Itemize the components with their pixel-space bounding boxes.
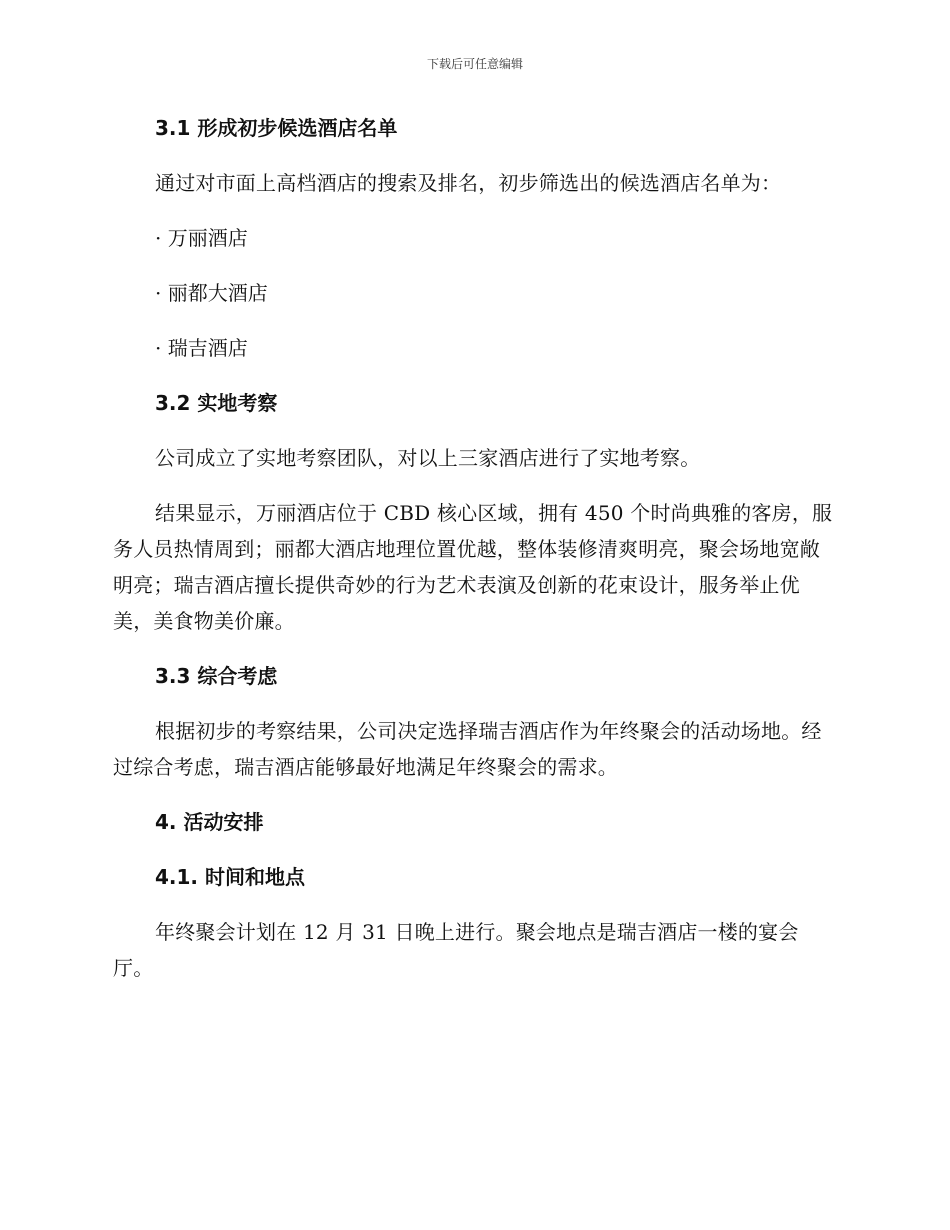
section-4-1-para: 年终聚会计划在 12 月 31 日晚上进行。聚会地点是瑞吉酒店一楼的宴会厅。 <box>113 920 799 980</box>
section-3-1-intro: 通过对市面上高档酒店的搜索及排名，初步筛选出的候选酒店名单为： <box>155 171 782 195</box>
hotel-list-item: · 丽都大酒店 <box>155 281 268 305</box>
section-3-2-para-2: 结果显示，万丽酒店位于 CBD 核心区域，拥有 450 个时尚典雅的客房，服务人员热情周到；丽都大酒店地理位置优越，整体装修清爽明亮，聚会场地宽敞明亮；瑞吉酒店擅长提供奇妙的行为艺术表演及创新的花束设计，服务举止优美，美食物美价廉。 <box>113 501 833 633</box>
section-heading-4: 4. 活动安排 <box>155 810 264 834</box>
hotel-list-item: · 万丽酒店 <box>155 226 248 250</box>
section-heading-3-2: 3.2 实地考察 <box>155 391 278 415</box>
section-heading-4-1: 4.1. 时间和地点 <box>155 865 305 889</box>
document-body <box>113 110 833 1005</box>
hotel-list-item: · 瑞吉酒店 <box>155 336 248 360</box>
section-heading-3-1: 3.1 形成初步候选酒店名单 <box>155 116 398 140</box>
page-header: 下载后可任意编辑 <box>426 57 523 71</box>
section-3-3-para: 根据初步的考察结果，公司决定选择瑞吉酒店作为年终聚会的活动场地。经过综合考虑，瑞吉酒店能够最好地满足年终聚会的需求。 <box>113 719 822 779</box>
section-heading-3-3: 3.3 综合考虑 <box>155 664 278 688</box>
section-3-2-para-1: 公司成立了实地考察团队，对以上三家酒店进行了实地考察。 <box>155 446 701 470</box>
